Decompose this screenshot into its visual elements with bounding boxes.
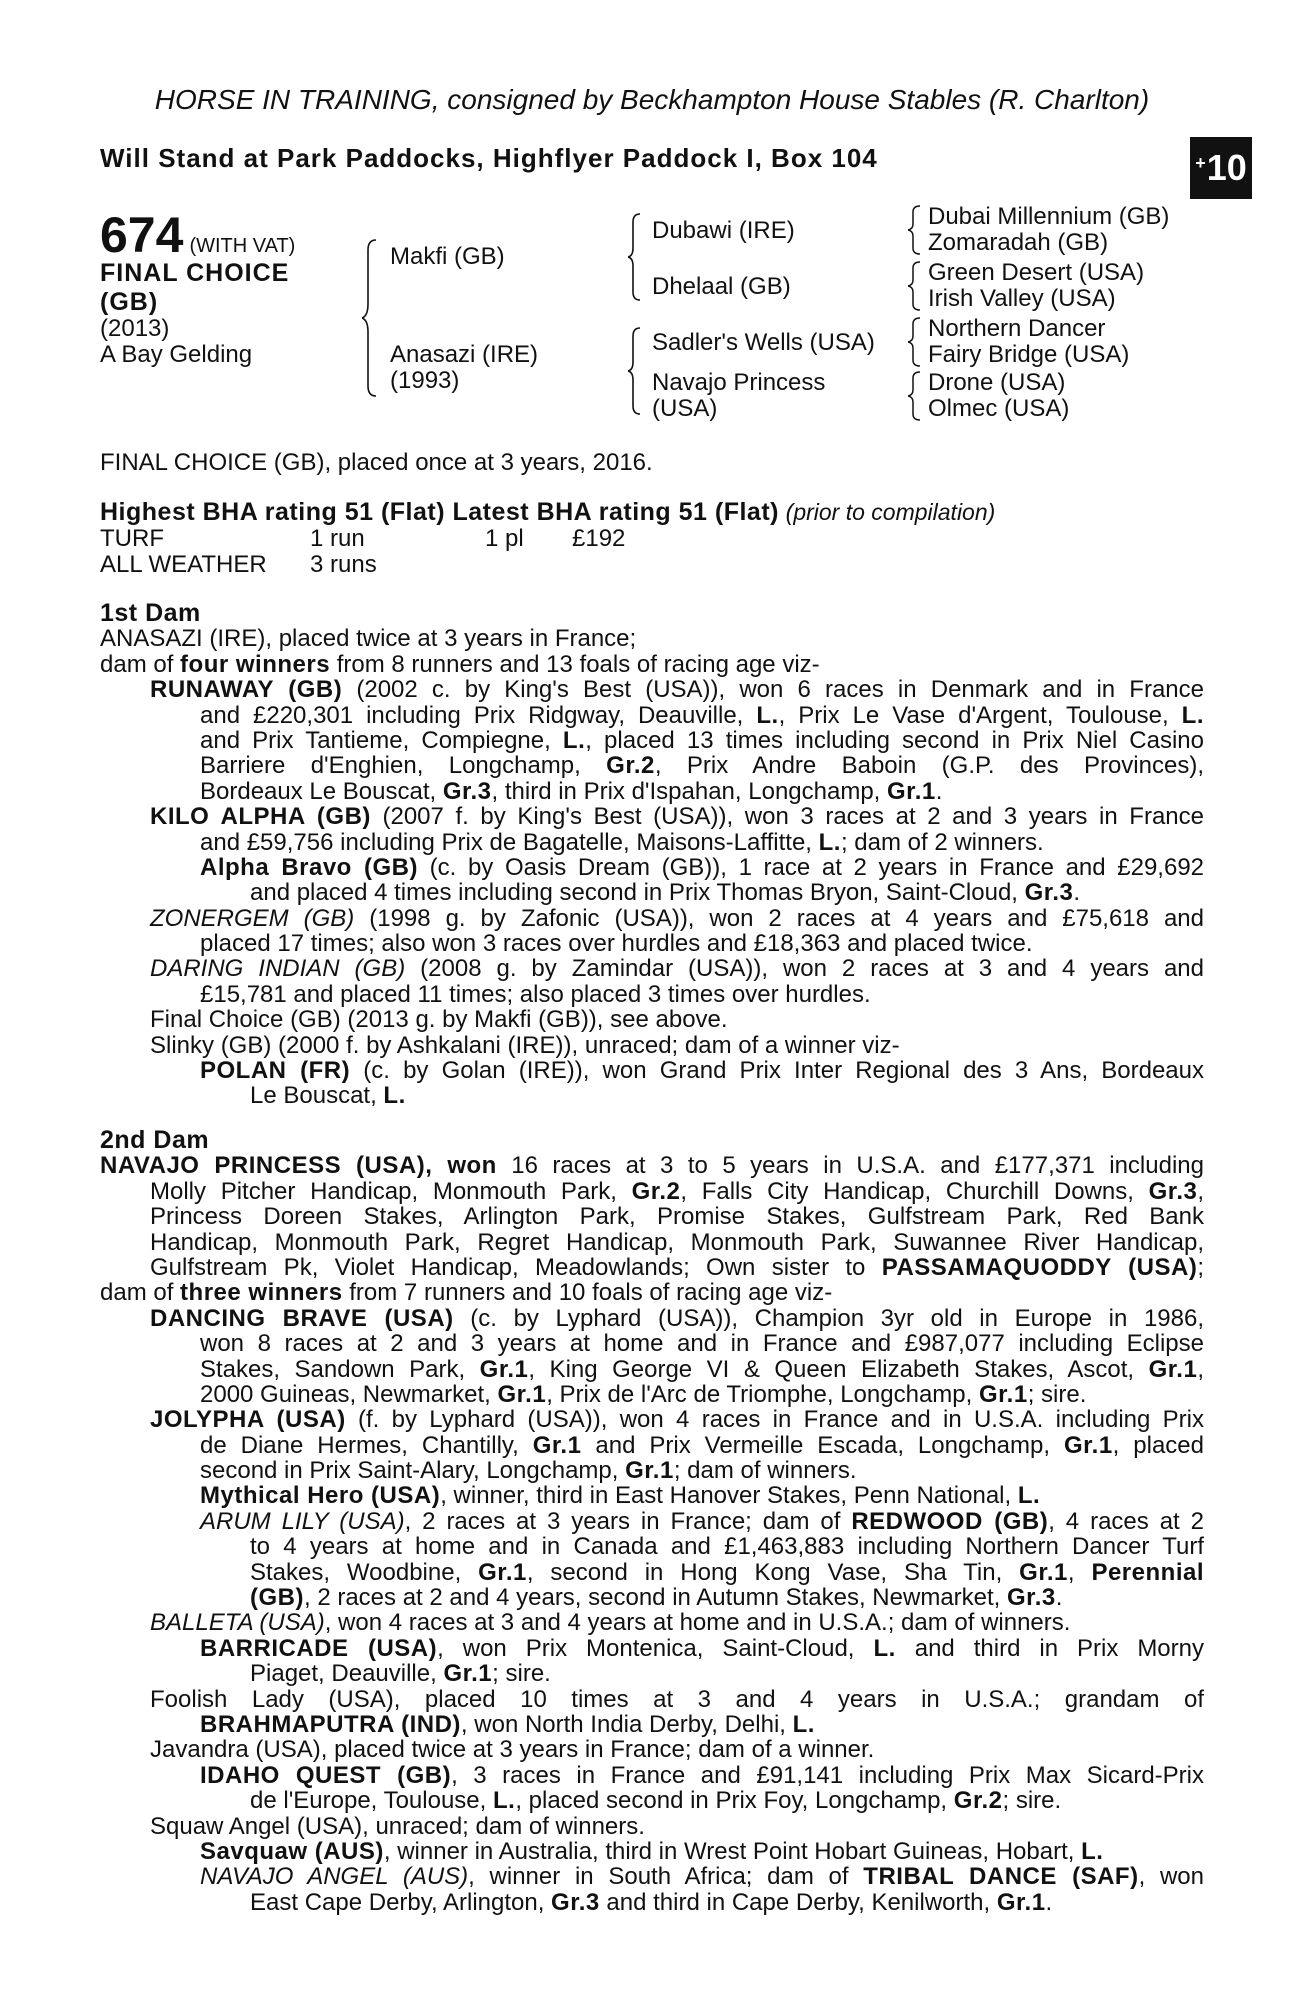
text-segment: placed 17 times; also won 3 races over hurdles and £18,363 and placed twice. [200,931,1033,957]
horse-description: A Bay Gelding [100,341,253,368]
bold-text: Gr.1 [478,1559,527,1586]
text-segment: (2008 g. by Zamindar (USA)), won 2 races at 3 and 4 years and [405,956,1204,982]
text-segment: , second in Hong Kong Vase, Sha Tin, [526,1559,1020,1586]
second-dam-line [100,1153,1204,1178]
second-dam-heading: 2nd Dam [100,1128,210,1154]
text-segment: ; sire. [492,1661,551,1687]
text-segment: and Prix Vermeille Escada, Longchamp, [581,1432,1064,1459]
second-dam-section [100,1128,1204,1915]
bold-text: Gr.3 [1007,1585,1056,1611]
dam-sire: Sadler's Wells (USA) [652,329,875,356]
consignor-title: HORSE IN TRAINING, consigned by Beckhampton House Stables (R. Charlton) [154,84,1150,115]
bold-text: JOLYPHA (USA) [150,1407,346,1433]
pedigree-brace-4 [908,204,924,256]
text-segment: £15,781 and placed 11 times; also placed 3 times over hurdles. [200,981,871,1008]
second-dam-line [100,1306,1204,1331]
text-segment: , 3 races in France and £91,141 including Prix Max Sicard-Prix [451,1762,1204,1789]
second-dam-lines [100,1153,1204,1915]
text-segment: won 8 races at 2 and 3 years at home and in France and £987,077 including Eclipse [200,1331,1204,1357]
text-segment: . [1073,880,1081,906]
pedigree-brace-3 [628,326,646,416]
text-segment: and placed 4 times including second in Prix Thomas Bryon, Saint-Cloud, [250,880,1025,906]
bold-text: four winners [180,651,331,678]
bold-text: Gr.1 [978,1381,1028,1408]
first-dam-line [100,703,1204,728]
badge-number: 10 [1206,147,1247,188]
first-dam-line [100,931,1204,956]
text-segment: dam of [100,1280,181,1306]
all-weather-label: ALL WEATHER [100,551,267,578]
first-dam-line [100,626,1204,651]
ancestor-sds: Green Desert (USA) [928,259,1145,286]
italic-text: BALLETA (USA) [150,1610,325,1636]
first-dam-section [100,601,1204,1109]
horse-name-line2: (GB) [100,288,159,316]
all-weather-runs: 3 runs [310,551,377,578]
bold-text: PASSAMAQUODDY (USA) [881,1254,1198,1281]
second-dam-line [100,1331,1204,1356]
second-dam-line [100,1763,1204,1788]
turf-placings: 1 pl [485,525,524,552]
italic-text: DARING INDIAN (GB) [150,956,406,982]
ancestor-ssd: Zomaradah (GB) [928,229,1109,256]
bold-text: three winners [180,1280,343,1306]
ancestor-sss: Dubai Millennium (GB) [928,203,1170,230]
bold-text: Gr.1 [625,1458,674,1484]
dam-name: Anasazi (IRE) [390,341,539,368]
second-dam-line [100,1230,1204,1255]
bold-text: POLAN (FR) [200,1058,351,1084]
text-segment: Stakes, Woodbine, [250,1559,479,1586]
text-segment: to 4 years at home and in Canada and £1,463,883 including Northern Dancer Turf [250,1534,1204,1560]
bold-text: IDAHO QUEST (GB) [200,1762,452,1789]
text-segment: Foolish Lady (USA), placed 10 times at 3 and 4 years in U.S.A.; grandam of [150,1686,1204,1712]
text-segment: ; sire. [1002,1788,1062,1814]
bold-text: L. [1181,702,1204,728]
text-segment: , [1067,1559,1092,1586]
bold-text: Savquaw (AUS) [200,1838,384,1865]
bha-rating-label: Highest BHA rating 51 (Flat) Latest BHA rating 51 (Flat) [100,498,779,526]
ancestor-dds: Drone (USA) [928,369,1066,396]
ancestor-sdd: Irish Valley (USA) [928,285,1116,312]
lot-number-block [100,206,295,264]
bold-text: Gr.2 [606,753,655,779]
first-dam-line [100,753,1204,778]
stand-location: Will Stand at Park Paddocks, Highflyer Paddock I, Box 104 [100,143,878,173]
text-segment: de l'Europe, Toulouse, [250,1788,493,1814]
text-segment: . [935,778,943,805]
first-dam-line [100,779,1204,804]
text-segment: 2000 Guineas, Newmarket, [200,1381,498,1408]
sire-sire: Dubawi (IRE) [652,217,795,244]
first-dam-line [100,982,1204,1007]
bold-text: Gr.1 [532,1432,582,1459]
bold-text: KILO ALPHA (GB) [150,804,371,830]
pedigree-brace-6 [908,316,924,368]
text-segment: , 2 races at 2 and 4 years, second in Autumn Stakes, Newmarket, [303,1585,1008,1611]
tax-badge [1190,137,1252,199]
sire: Makfi (GB) [390,243,505,270]
bold-text: L. [562,727,586,754]
first-dam-line [100,880,1204,905]
text-segment: and third in Prix Morny [895,1635,1204,1662]
first-dam-line [100,906,1204,931]
lot-number: 674 [100,207,184,263]
second-dam-line [100,1737,1204,1762]
text-segment: (f. by Lyphard (USA)), won 4 races in France and in U.S.A. including Prix [345,1407,1204,1433]
turf-runs: 1 run [310,525,365,552]
text-segment: (1998 g. by Zafonic (USA)), won 2 races at 4 years and £75,618 and [354,905,1204,932]
bold-text: Gr.3 [551,1889,600,1916]
ancestor-dsd: Fairy Bridge (USA) [928,341,1130,368]
second-dam-line [100,1458,1204,1483]
second-dam-line [100,1712,1204,1737]
text-segment: , [1197,1356,1204,1382]
second-dam-line [100,1839,1204,1864]
second-dam-line [100,1204,1204,1229]
first-dam-line [100,728,1204,753]
first-dam-line [100,1033,1204,1058]
bold-text: (GB) [250,1585,304,1611]
text-segment: , King George VI & Queen Elizabeth Stakes, Ascot, [528,1356,1149,1382]
text-segment: , Prix Andre Baboin (G.P. des Provinces), [654,753,1204,779]
first-dam-lines [100,626,1204,1108]
turf-label: TURF [100,525,164,552]
second-dam-line [100,1382,1204,1407]
second-dam-line [100,1357,1204,1382]
second-dam-line [100,1687,1204,1712]
second-dam-line [100,1788,1204,1813]
bold-text: RUNAWAY (GB) [150,677,343,703]
bold-text: Mythical Hero (USA) [200,1483,441,1509]
text-segment: , [1197,1178,1204,1205]
second-dam-line [100,1661,1204,1686]
bold-text: Perennial [1091,1559,1204,1586]
text-segment: ; sire. [1027,1381,1087,1408]
second-dam-line [100,1814,1204,1839]
ancestor-dss: Northern Dancer [928,315,1106,342]
text-segment: (c. by Golan (IRE)), won Grand Prix Inter Regional des 3 Ans, Bordeaux [350,1058,1204,1084]
text-segment: Final Choice (GB) (2013 g. by Makfi (GB)), see above. [150,1007,728,1033]
second-dam-line [100,1560,1204,1585]
bold-text: NAVAJO PRINCESS (USA), won [100,1153,497,1179]
sire-dam: Dhelaal (GB) [652,273,791,300]
text-segment: Barriere d'Enghien, Longchamp, [200,753,607,779]
first-dam-line [100,652,1204,677]
bold-text: Gr.3 [1024,880,1074,906]
bold-text: Gr.3 [1148,1178,1198,1205]
bold-text: BARRICADE (USA) [200,1635,438,1662]
text-segment: 16 races at 3 to 5 years in U.S.A. and £177,371 including [496,1153,1204,1179]
text-segment: (2002 c. by King's Best (USA)), won 6 races in Denmark and in France [342,677,1204,703]
first-dam-line [100,956,1204,981]
text-segment: second in Prix Saint-Alary, Longchamp, [200,1458,626,1484]
bold-text: Gr.1 [497,1381,547,1408]
text-segment: Handicap, Monmouth Park, Regret Handicap, Monmouth Park, Suwannee River Handicap, [150,1229,1204,1255]
text-segment: , Prix Le Vase d'Argent, Toulouse, [778,702,1182,728]
dam-dam-origin: (USA) [652,395,718,422]
text-segment: and £59,756 including Prix de Bagatelle, Maisons-Laffitte, [200,829,819,855]
text-segment: (c. by Lyphard (USA)), Champion 3yr old in Europe in 1986, [453,1305,1204,1332]
second-dam-line [100,1407,1204,1432]
badge-plus: + [1195,152,1206,173]
text-segment: Molly Pitcher Handicap, Monmouth Park, [150,1178,632,1205]
text-segment: Gulfstream Pk, Violet Handicap, Meadowlands; Own sister to [150,1254,882,1281]
bold-text: Gr.1 [996,1889,1046,1916]
text-segment: . [1045,1889,1053,1916]
bold-text: Gr.2 [953,1788,1003,1814]
text-segment: , won Prix Montenica, Saint-Cloud, [437,1635,874,1662]
second-dam-line [100,1534,1204,1559]
first-dam-line [100,1007,1204,1032]
text-segment: East Cape Derby, Arlington, [250,1889,552,1916]
text-segment: Stakes, Sandown Park, [200,1356,480,1382]
bold-text: Gr.3 [442,778,492,805]
pedigree-brace-5 [908,260,924,312]
bha-rating [100,500,1204,525]
text-segment: , placed second in Prix Foy, Longchamp, [515,1788,954,1814]
text-segment: from 8 runners and 13 foals of racing age viz- [330,651,820,678]
second-dam-line [100,1179,1204,1204]
bold-text: L. [756,702,779,728]
bold-text: L. [492,1788,516,1814]
ancestor-ddd: Olmec (USA) [928,395,1070,422]
text-segment: Squaw Angel (USA), unraced; dam of winners. [150,1813,645,1839]
second-dam-line [100,1280,1204,1305]
first-dam-line [100,1083,1204,1108]
race-summary: FINAL CHOICE (GB), placed once at 3 years, 2016. [100,449,653,476]
second-dam-line [100,1636,1204,1661]
first-dam-heading: 1st Dam [100,601,201,627]
horse-year: (2013) [100,315,170,342]
text-segment: . [1055,1585,1063,1611]
bold-text: Alpha Bravo (GB) [200,854,418,881]
bold-text: Gr.1 [1063,1432,1113,1459]
text-segment: , third in Prix d'Ispahan, Longchamp, [491,778,888,805]
bold-text: Gr.1 [887,778,936,805]
text-segment: (2007 f. by King's Best (USA)), won 3 races at 2 and 3 years in France [370,804,1204,830]
first-dam-line [100,677,1204,702]
second-dam-line [100,1483,1204,1508]
text-segment: Piaget, Deauville, [250,1661,444,1687]
bold-text: L. [818,829,841,855]
bold-text: L. [1017,1483,1041,1509]
text-segment: Le Bouscat, [250,1083,384,1109]
text-segment: , 2 races at 3 years in France; dam of [404,1508,852,1535]
second-dam-line [100,1509,1204,1534]
first-dam-line [100,855,1204,880]
vat-note: (WITH VAT) [189,235,296,257]
text-segment: , Prix de l'Arc de Triomphe, Longchamp, [546,1381,979,1408]
second-dam-line [100,1864,1204,1889]
pedigree-brace-2 [628,212,646,302]
pedigree-brace-1 [362,238,382,398]
bold-text: DANCING BRAVE (USA) [150,1305,454,1332]
text-segment: , placed [1112,1432,1204,1459]
text-segment: , Falls City Handicap, Churchill Downs, [680,1178,1149,1205]
text-segment: ; [1197,1254,1204,1281]
text-segment: and third in Cape Derby, Kenilworth, [599,1889,997,1916]
text-segment: ; dam of 2 winners. [840,829,1044,855]
bold-text: BRAHMAPUTRA (IND) [200,1711,461,1738]
text-segment: and Prix Tantieme, Compiegne, [200,727,563,754]
second-dam-line [100,1255,1204,1280]
text-segment: , 4 races at 2 [1048,1508,1204,1535]
bold-text: Gr.1 [443,1661,493,1687]
dam-dam-name: Navajo Princess [652,369,826,396]
second-dam-line [100,1585,1204,1610]
bold-text: Gr.1 [1019,1559,1068,1586]
text-segment: Princess Doreen Stakes, Arlington Park, Promise Stakes, Gulfstream Park, Red Bank [150,1204,1204,1230]
second-dam-line [100,1890,1204,1915]
pedigree-brace-7 [908,370,924,422]
horse-name [100,259,330,317]
rating-note: (prior to compilation) [785,499,996,525]
horse-name-line1: FINAL CHOICE [100,259,290,287]
text-segment: Slinky (GB) (2000 f. by Ashkalani (IRE)), unraced; dam of a winner viz- [150,1032,900,1059]
bold-text: TRIBAL DANCE (SAF) [863,1864,1139,1890]
italic-text: ARUM LILY (USA) [200,1508,405,1535]
bold-text: Gr.1 [1148,1356,1198,1382]
dam-year: (1993) [390,367,460,394]
text-segment: (c. by Oasis Dream (GB)), 1 race at 2 years in France and £29,692 [417,854,1204,881]
bold-text: L. [792,1711,815,1738]
italic-text: ZONERGEM (GB) [150,905,355,932]
text-segment: from 7 runners and 10 foals of racing age viz- [342,1280,833,1306]
bold-text: Gr.1 [479,1356,529,1382]
text-segment: , winner in South Africa; dam of [468,1864,864,1890]
text-segment: , won 4 races at 3 and 4 years at home and in U.S.A.; dam of winners. [324,1610,1071,1636]
italic-text: NAVAJO ANGEL (AUS) [200,1864,469,1890]
text-segment: Bordeaux Le Bouscat, [200,778,443,805]
text-segment: , placed 13 times including second in Prix Niel Casino [585,727,1204,754]
text-segment: Javandra (USA), placed twice at 3 years in France; dam of a winner. [150,1737,875,1763]
bold-text: L. [383,1083,406,1109]
bold-text: Gr.2 [631,1178,681,1205]
bold-text: L. [1081,1838,1104,1865]
text-segment: , won [1138,1864,1204,1890]
second-dam-line [100,1610,1204,1635]
bold-text: REDWOOD (GB) [851,1508,1049,1535]
second-dam-line [100,1433,1204,1458]
first-dam-line [100,804,1204,829]
text-segment: , won North India Derby, Delhi, [460,1711,793,1738]
text-segment: de Diane Hermes, Chantilly, [200,1432,533,1459]
first-dam-line [100,1058,1204,1083]
text-segment: ; dam of winners. [673,1458,857,1484]
text-segment: and £220,301 including Prix Ridgway, Deauville, [200,702,757,728]
turf-earnings: £192 [572,525,626,552]
text-segment: ANASAZI (IRE), placed twice at 3 years in France; [100,626,637,652]
bold-text: L. [873,1635,896,1662]
text-segment: , winner in Australia, third in Wrest Point Hobart Guineas, Hobart, [383,1838,1082,1865]
text-segment: , winner, third in East Hanover Stakes, Penn National, [440,1483,1018,1509]
text-segment: dam of [100,651,181,678]
first-dam-line [100,830,1204,855]
